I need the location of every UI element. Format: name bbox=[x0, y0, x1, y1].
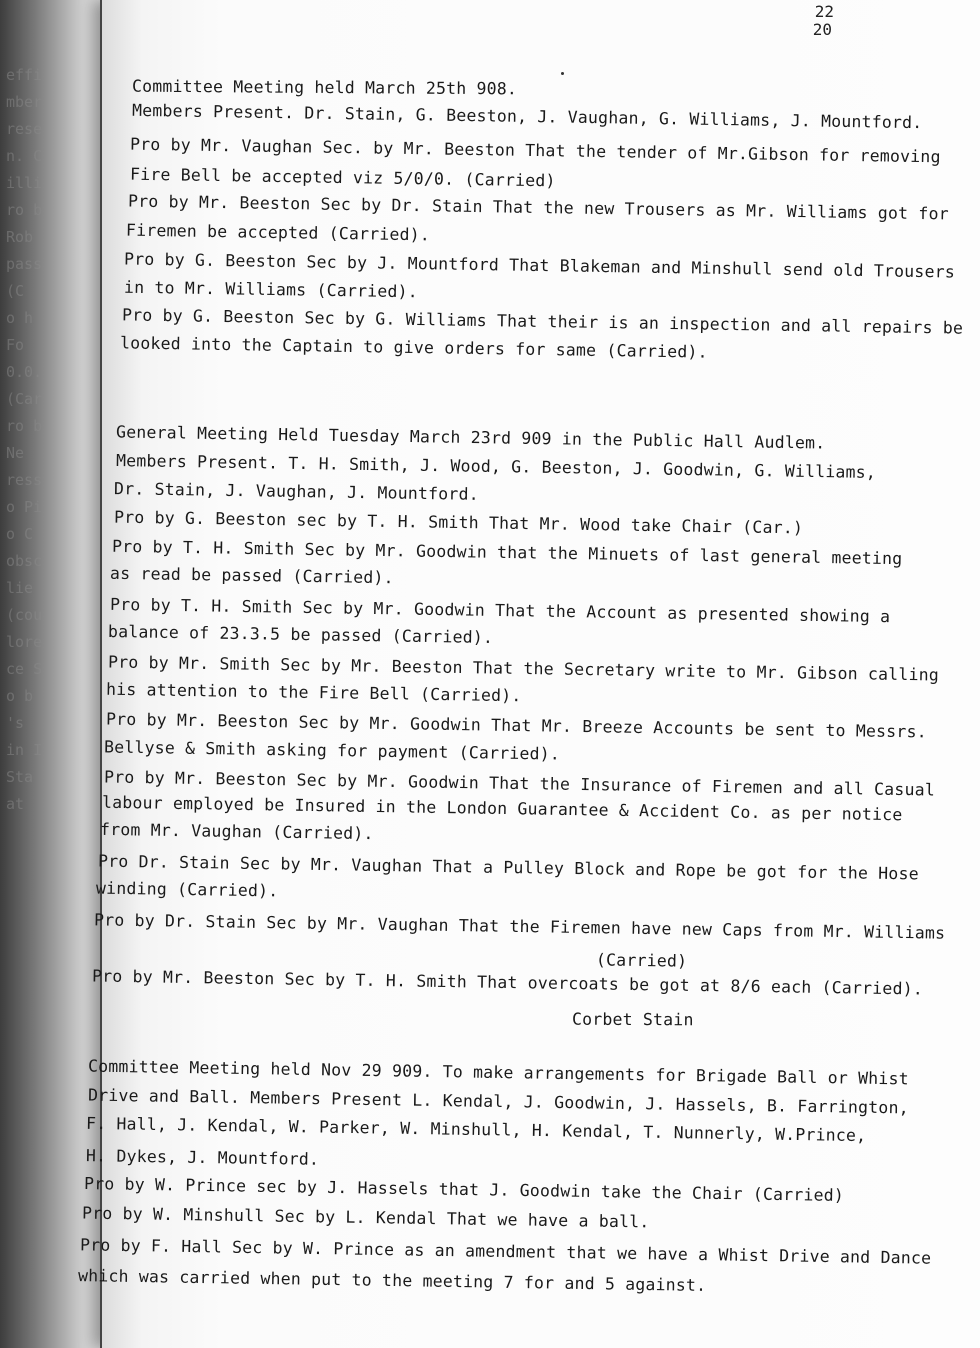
bleed-line: 0.0. bbox=[6, 363, 43, 381]
minute-line: Firemen be accepted (Carried). bbox=[125, 220, 431, 245]
minute-line: Pro by Mr. Beeston Sec by Dr. Stain That the new Trousers as Mr. Williams got for bbox=[127, 191, 949, 224]
minute-line: looked into the Captain to give orders for same (Carried). bbox=[119, 333, 708, 362]
bleed-line: n. C bbox=[6, 147, 43, 165]
bleed-line: lore bbox=[6, 633, 43, 651]
minute-line: Pro Dr. Stain Sec by Mr. Vaughan That a Pulley Block and Rope be got for the Hose bbox=[97, 851, 919, 884]
bleed-line: o Pi bbox=[6, 498, 43, 516]
bleed-line: in I bbox=[6, 741, 43, 759]
bleed-line: lie bbox=[6, 579, 34, 597]
minute-line: (Carried) bbox=[595, 950, 688, 971]
minute-line: Pro by G. Beeston sec by T. H. Smith That Mr. Wood take Chair (Car.) bbox=[113, 507, 804, 538]
minute-line: Pro by G. Beeston Sec by G. Williams That their is an inspection and all repairs be bbox=[121, 305, 964, 338]
minute-line: Pro by T. H. Smith Sec by Mr. Goodwin that the Minuets of last general meeting bbox=[111, 536, 903, 569]
bleed-line: Fo bbox=[6, 336, 25, 354]
minute-line: Drive and Ball. Members Present L. Kendal, J. Goodwin, J. Hassels, B. Farrington, bbox=[87, 1085, 909, 1118]
bleed-line: effi bbox=[6, 66, 43, 84]
minute-line: Pro by Mr. Beeston Sec by T. H. Smith That overcoats be got at 8/6 each (Carried). bbox=[91, 966, 924, 999]
signature: Corbet Stain bbox=[571, 1009, 694, 1030]
bleed-line: Sta bbox=[6, 768, 34, 786]
members-present: F. Hall, J. Kendal, W. Parker, W. Minshull, H. Kendal, T. Nunnerly, W.Prince, bbox=[85, 1113, 867, 1146]
minute-line: Fire Bell be accepted viz 5/0/0. (Carried) bbox=[129, 164, 556, 191]
minute-line: Pro by Mr. Smith Sec by Mr. Beeston That the Secretary write to Mr. Gibson calling bbox=[107, 652, 940, 685]
minute-line: Pro by F. Hall Sec by W. Prince as an amendment that we have a Whist Drive and Dance bbox=[79, 1235, 932, 1268]
minute-line: Pro by W. Minshull Sec by L. Kendal That we have a ball. bbox=[81, 1203, 650, 1232]
bleed-line: ro b bbox=[6, 201, 43, 219]
minute-line: which was carried when put to the meeting 7 for and 5 against. bbox=[77, 1266, 707, 1295]
minute-line: from Mr. Vaughan (Carried). bbox=[99, 819, 374, 844]
page-number-upper: 22 bbox=[814, 2, 834, 21]
bleed-line: o b bbox=[6, 687, 34, 705]
ink-speck bbox=[561, 72, 564, 75]
minute-line: in to Mr. Williams (Carried). bbox=[123, 277, 419, 302]
bleed-line: ce S bbox=[6, 660, 43, 678]
page-number-lower: 20 bbox=[812, 20, 832, 39]
minute-line: his attention to the Fire Bell (Carried). bbox=[105, 679, 522, 706]
members-present: Dr. Stain, J. Vaughan, J. Mountford. bbox=[113, 479, 479, 504]
bleed-line: illi bbox=[6, 174, 43, 192]
bleed-line: mber bbox=[6, 93, 43, 111]
minute-line: as read be passed (Carried). bbox=[109, 563, 394, 588]
bleed-line: ro b bbox=[6, 417, 43, 435]
minute-line: Bellyse & Smith asking for payment (Carried). bbox=[103, 737, 561, 764]
minutes-page bbox=[77, 0, 980, 1348]
bleed-line: (C bbox=[6, 282, 25, 300]
minute-line: Pro by Mr. Vaughan Sec. by Mr. Beeston That the tender of Mr.Gibson for removing bbox=[129, 134, 941, 167]
members-present: H. Dykes, J. Mountford. bbox=[85, 1146, 320, 1169]
minute-line: Pro by Mr. Beeston Sec by Mr. Goodwin That Mr. Breeze Accounts be sent to Messrs. bbox=[105, 709, 927, 742]
bleed-line: o h bbox=[6, 309, 34, 327]
bleed-line: at bbox=[6, 795, 25, 813]
minute-line: labour employed be Insured in the London Guarantee & Accident Co. as per notice bbox=[101, 792, 903, 825]
bleed-line: Ne bbox=[6, 444, 25, 462]
bleed-line: pass bbox=[6, 255, 43, 273]
bleed-line: (Car bbox=[6, 390, 43, 408]
minute-line: Pro by Dr. Stain Sec by Mr. Vaughan That the Firemen have new Caps from Mr. Williams bbox=[93, 910, 946, 943]
bleed-line: rese bbox=[6, 120, 43, 138]
minute-line: Pro by W. Prince sec by J. Hassels that J. Goodwin take the Chair (Carried) bbox=[83, 1174, 845, 1205]
bleed-line: o C bbox=[6, 525, 34, 543]
minute-line: winding (Carried). bbox=[95, 878, 279, 901]
meeting-heading: Committee Meeting held Nov 29 909. To make arrangements for Brigade Ball or Whist bbox=[87, 1056, 909, 1089]
meeting-heading: General Meeting Held Tuesday March 23rd 909 in the Public Hall Audlem. bbox=[115, 422, 826, 453]
bleed-line: ress bbox=[6, 471, 43, 489]
members-present: Members Present. T. H. Smith, J. Wood, G. Beeston, J. Goodwin, G. Williams, bbox=[115, 451, 877, 482]
minute-line: Pro by G. Beeston Sec by J. Mountford That Blakeman and Minshull send old Trousers bbox=[123, 249, 956, 282]
minute-line: Pro by T. H. Smith Sec by Mr. Goodwin That the Account as presented showing a bbox=[109, 594, 891, 627]
bleed-line: Rob bbox=[6, 228, 34, 246]
members-present: Members Present. Dr. Stain, G. Beeston, J. Vaughan, G. Williams, J. Mountford. bbox=[131, 100, 923, 133]
minute-line: Pro by Mr. Beeston Sec by Mr. Goodwin That the Insurance of Firemen and all Casual bbox=[103, 767, 936, 800]
bleed-line: (cou bbox=[6, 606, 43, 624]
minute-line: balance of 23.3.5 be passed (Carried). bbox=[107, 621, 494, 648]
meeting-heading: Committee Meeting held March 25th 908. bbox=[131, 76, 518, 99]
bleed-line: obsc bbox=[6, 552, 43, 570]
bleed-line: 's bbox=[6, 714, 25, 732]
